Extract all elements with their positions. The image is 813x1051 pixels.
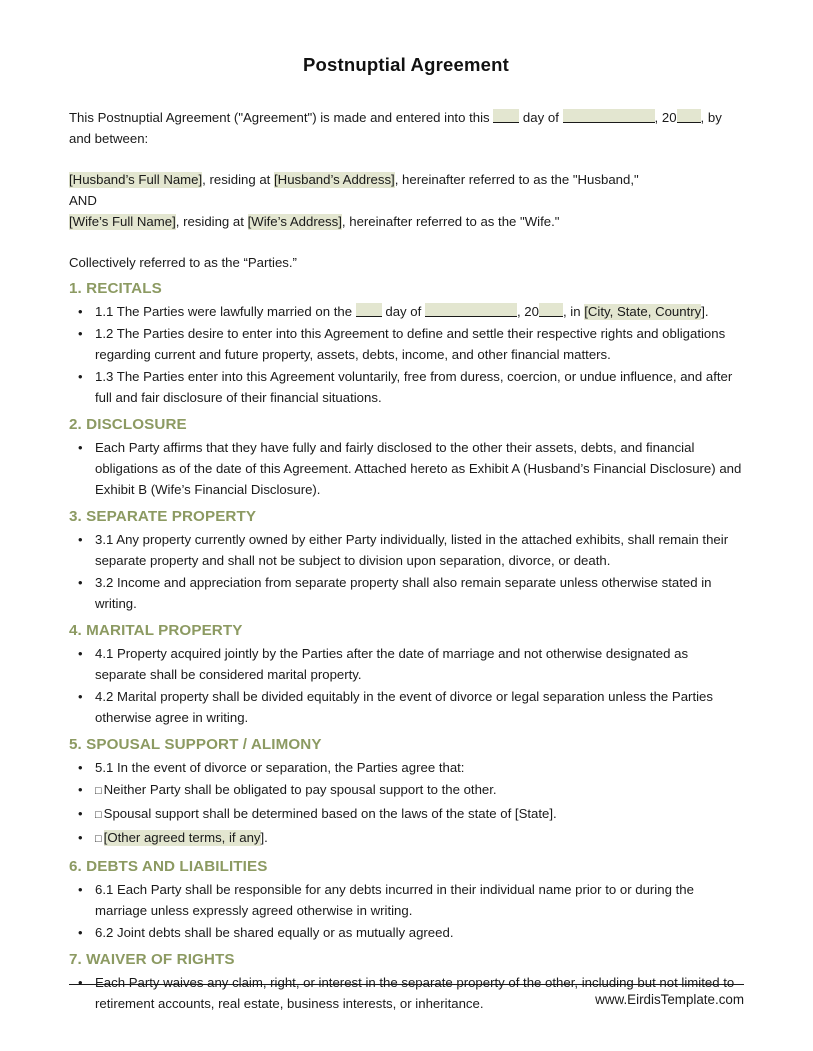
list-item-text: Each Party waives any claim, right, or interest in the separate property of the other, including but not limited to retirement accounts, real estate, business interests, or inheritance. [95, 975, 735, 1011]
sections-container [69, 279, 743, 1015]
list-item-text: 3.2 Income and appreciation from separate property shall also remain separate unless otherwise stated in writing. [95, 575, 712, 611]
wife-residing-text: , residing at [175, 214, 248, 229]
list-item-text: Each Party affirms that they have fully and fairly disclosed to the other their assets, debts, and financial obligations as of the date of this Agreement. Attached hereto as Exhibit A (Husband’s Financial Disclosure) and Exhibit B (Wife’s Financial Disclosure). [95, 440, 742, 497]
year-blank-field[interactable] [539, 303, 563, 317]
section-heading: 7. WAIVER OF RIGHTS [69, 951, 235, 968]
checkbox-icon[interactable]: □ [95, 785, 102, 797]
husband-name-placeholder[interactable]: [Husband’s Full Name] [69, 172, 203, 187]
and-connector: AND [69, 193, 97, 208]
intro-paragraph [69, 107, 743, 149]
list-item-text: 1.2 The Parties desire to enter into this Agreement to define and settle their respective rights and obligations regarding current and future property, assets, debts, income, and other financial matters. [95, 326, 726, 362]
list-item-text-suffix: ]. [260, 830, 268, 845]
section-item-list [69, 529, 743, 615]
intro-text-part1: This Postnuptial Agreement ("Agreement") is made and entered into this [69, 110, 494, 125]
other-terms-placeholder[interactable]: [Other agreed terms, if any [103, 830, 261, 845]
list-item-text: 1.3 The Parties enter into this Agreement voluntarily, free from duress, coercion, or undue influence, and after full and fair disclosure of their financial situations. [95, 369, 733, 405]
list-item [69, 301, 743, 323]
husband-residing-text: , residing at [202, 172, 274, 187]
list-item-text: 3.1 Any property currently owned by either Party individually, listed in the attached exhibits, shall remain their separate property and shall not be subject to division upon separation, divorce, or death. [95, 532, 729, 568]
husband-tail-text: , hereinafter referred to as the "Husband," [394, 172, 639, 187]
list-item-text: 4.1 Property acquired jointly by the Parties after the date of marriage and not otherwise designated as separate shall be considered marital property. [95, 646, 689, 682]
checkbox-icon[interactable]: □ [95, 833, 102, 845]
intro-text-part2: day of [519, 110, 563, 125]
list-item [69, 779, 743, 803]
list-item-text: 6.1 Each Party shall be responsible for any debts incurred in their individual name prior to or during the marriage unless expressly agreed otherwise in writing. [95, 882, 694, 918]
list-item-text-suffix: ]. [701, 304, 709, 319]
day-blank-field[interactable] [493, 109, 519, 123]
section-item-list [69, 643, 743, 729]
list-item [69, 437, 743, 501]
husband-party-line [69, 169, 743, 190]
list-item [69, 827, 743, 851]
wife-party-line [69, 211, 743, 232]
section-heading: 6. DEBTS AND LIABILITIES [69, 858, 268, 875]
list-item [69, 366, 743, 409]
wife-tail-text: , hereinafter referred to as the "Wife." [341, 214, 560, 229]
list-item-text-mid3: , in [562, 304, 585, 319]
list-item [69, 572, 743, 615]
footer-divider [69, 984, 744, 985]
month-blank-field[interactable] [425, 303, 517, 317]
intro-text-part3: , 20 [654, 110, 677, 125]
year-blank-field[interactable] [677, 109, 701, 123]
section-item-list [69, 879, 743, 944]
wife-name-placeholder[interactable]: [Wife’s Full Name] [69, 214, 176, 229]
document-body [69, 0, 743, 1015]
section-item-list [69, 757, 743, 851]
list-item [69, 643, 743, 686]
list-item-text: Spousal support shall be determined based on the laws of the state of [State]. [103, 806, 557, 821]
list-item-text: Neither Party shall be obligated to pay spousal support to the other. [103, 782, 497, 797]
section-heading: 3. SEPARATE PROPERTY [69, 508, 257, 525]
section-heading: 5. SPOUSAL SUPPORT / ALIMONY [69, 736, 322, 753]
husband-address-placeholder[interactable]: [Husband’s Address] [274, 172, 395, 187]
list-item-text-mid1: day of [381, 304, 425, 319]
page-title: Postnuptial Agreement [302, 54, 509, 75]
list-item [69, 922, 743, 944]
list-item [69, 686, 743, 729]
section-item-list [69, 437, 743, 501]
section-heading: 2. DISCLOSURE [69, 416, 187, 433]
day-blank-field[interactable] [356, 303, 382, 317]
list-item-text-mid2: , 20 [516, 304, 539, 319]
checkbox-icon[interactable]: □ [95, 809, 102, 821]
list-item [69, 803, 743, 827]
wife-address-placeholder[interactable]: [Wife’s Address] [247, 214, 342, 229]
section-heading: 1. RECITALS [69, 280, 162, 297]
list-item-text: 6.2 Joint debts shall be shared equally or as mutually agreed. [95, 925, 454, 940]
list-item [69, 323, 743, 366]
list-item [69, 757, 743, 779]
list-item [69, 529, 743, 572]
month-blank-field[interactable] [563, 109, 655, 123]
list-item-text: 5.1 In the event of divorce or separation, the Parties agree that: [95, 760, 465, 775]
section-item-list [69, 301, 743, 409]
section-heading: 4. MARITAL PROPERTY [69, 622, 243, 639]
list-item-text: 4.2 Marital property shall be divided equitably in the event of divorce or legal separation unless the Parties otherwise agree in writing. [95, 689, 713, 725]
list-item-text-prefix: 1.1 The Parties were lawfully married on the [95, 304, 356, 319]
place-placeholder[interactable]: [City, State, Country [584, 304, 702, 319]
list-item [69, 879, 743, 922]
intro-text-part4: , by and between: [69, 110, 722, 146]
footer-website: www.EirdisTemplate.com [595, 992, 744, 1007]
collective-parties-line: Collectively referred to as the “Parties.” [69, 255, 297, 270]
